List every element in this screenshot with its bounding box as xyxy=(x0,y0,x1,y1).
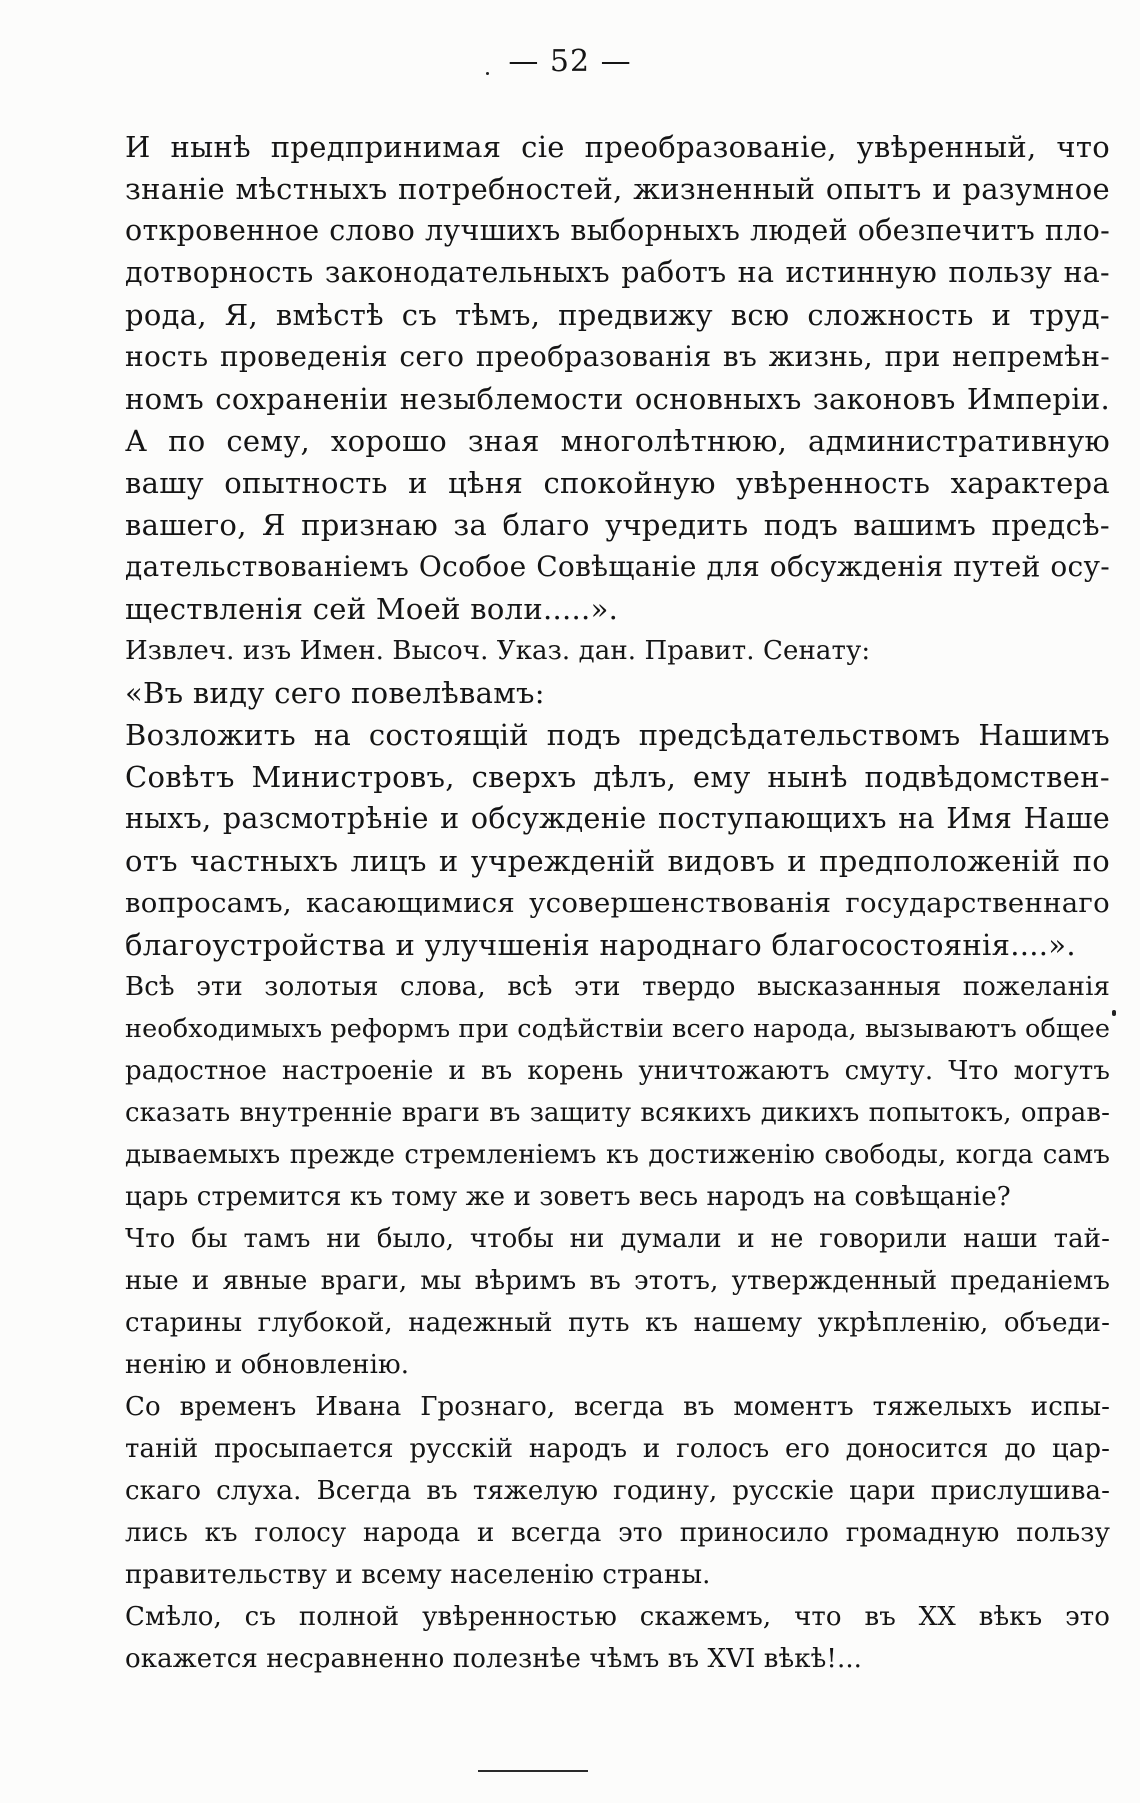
body-text xyxy=(125,126,1110,1680)
decree-citation: Извлеч. изъ Имен. Высоч. Указ. дан. Правит. Сенату: xyxy=(125,636,871,666)
end-rule xyxy=(478,1770,588,1772)
text-line: вашу опытность и цѣня спокойную увѣренность характера xyxy=(125,466,1110,500)
text-line: дательствованіемъ Особое Совѣщаніе для обсужденія путей осу- xyxy=(125,550,1110,583)
ink-speck xyxy=(486,72,489,75)
text-line: радостное настроеніе и въ корень уничтожаютъ смуту. Что могутъ xyxy=(125,1056,1110,1086)
text-line: дотворность законодательныхъ работъ на истинную пользу на- xyxy=(125,256,1110,289)
text-line: лись къ голосу народа и всегда это приносило громадную пользу xyxy=(125,1518,1110,1548)
text-line: откровенное слово лучшихъ выборныхъ людей обезпечитъ пло- xyxy=(125,214,1110,247)
text-line: старины глубокой, надежный путь къ нашему укрѣпленію, объеди- xyxy=(125,1308,1110,1338)
text-line: вашего, Я признаю за благо учредить подъ вашимъ предсѣ- xyxy=(125,508,1110,542)
text-line: таній просыпается русскій народъ и голосъ его доносится до цар- xyxy=(125,1434,1110,1464)
text-line: правительству и всему населенію страны. xyxy=(125,1560,711,1590)
page-number: — 52 — xyxy=(508,44,632,79)
text-line: рода, Я, вмѣстѣ съ тѣмъ, предвижу всю сложность и труд- xyxy=(125,298,1110,332)
text-line: Смѣло, съ полной увѣренностью скажемъ, что въ XX вѣкъ это xyxy=(125,1602,1110,1632)
text-line: ность проведенія сего преобразованія въ жизнь, при непремѣн- xyxy=(125,340,1110,373)
text-line: отъ частныхъ лицъ и учрежденій видовъ и предположеній по xyxy=(125,844,1110,878)
text-line: вопросамъ, касающимися усовершенствованія государственнаго xyxy=(125,887,1110,919)
text-line: Со временъ Ивана Грознаго, всегда въ моментъ тяжелыхъ испы- xyxy=(125,1392,1110,1422)
text-line: И нынѣ предпринимая сіе преобразованіе, увѣренный, что xyxy=(125,130,1110,164)
text-line: ненію и обновленію. xyxy=(125,1350,410,1380)
text-line: окажется несравненно полезнѣе чѣмъ въ XVI вѣкѣ!... xyxy=(125,1644,863,1674)
text-line: сказать внутренніе враги въ защиту всякихъ дикихъ попытокъ, оправ- xyxy=(125,1098,1110,1128)
text-line: знаніе мѣстныхъ потребностей, жизненный опытъ и разумное xyxy=(125,172,1110,206)
text-line: необходимыхъ реформъ при содѣйствіи всего народа, вызываютъ общее xyxy=(125,1014,1111,1044)
text-line: Совѣтъ Министровъ, сверхъ дѣлъ, ему нынѣ подвѣдомствен- xyxy=(125,760,1110,794)
text-line: Что бы тамъ ни было, чтобы ни думали и не говорили наши тай- xyxy=(125,1224,1110,1254)
text-line: Всѣ эти золотыя слова, всѣ эти твердо высказанныя пожеланія xyxy=(125,972,1110,1002)
text-line: царь стремится къ тому же и зоветъ весь народъ на совѣщаніе? xyxy=(125,1182,1011,1212)
text-line: А по сему, хорошо зная многолѣтнюю, административную xyxy=(125,424,1110,458)
text-line: Возложить на состоящій подъ предсѣдательствомъ Нашимъ xyxy=(125,718,1110,752)
text-line: дываемыхъ прежде стремленіемъ къ достиженію свободы, когда самъ xyxy=(125,1140,1110,1170)
text-line: номъ сохраненіи незыблемости основныхъ законовъ Имперіи. xyxy=(125,382,1110,416)
text-line: ные и явные враги, мы вѣримъ въ этотъ, утвержденный преданіемъ xyxy=(125,1266,1110,1296)
ink-speck xyxy=(1112,1010,1116,1016)
text-line: ществленія сей Моей воли.....». xyxy=(125,592,619,626)
text-line: «Въ виду сего повелѣвамъ: xyxy=(125,676,545,710)
text-line: скаго слуха. Всегда въ тяжелую годину, русскіе цари прислушива- xyxy=(125,1476,1110,1506)
text-line: благоустройства и улучшенія народнаго благосостоянія....». xyxy=(125,928,1076,962)
text-line: ныхъ, разсмотрѣніе и обсужденіе поступающихъ на Имя Наше xyxy=(125,802,1110,835)
